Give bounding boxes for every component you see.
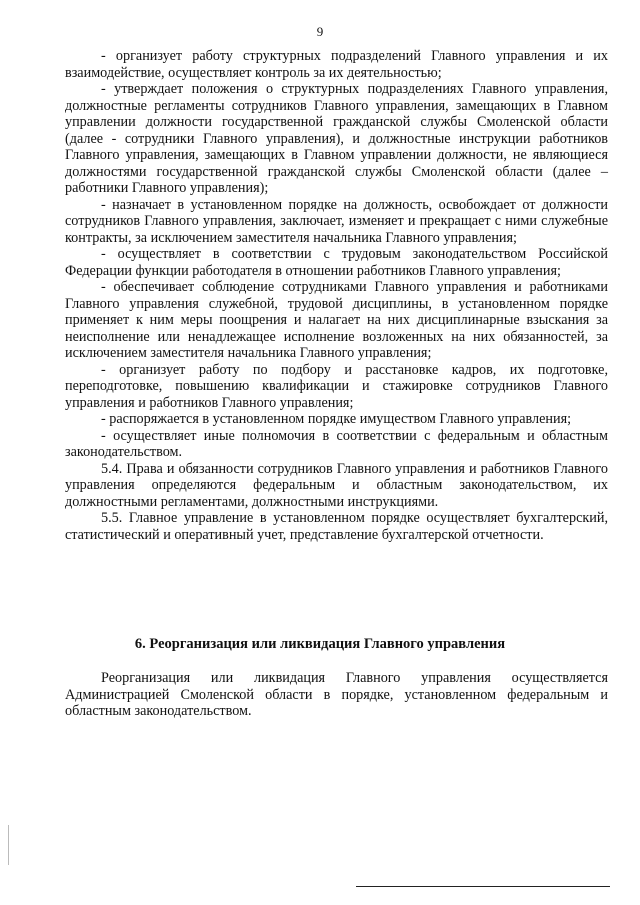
paragraph-5-4: 5.4. Права и обязанности сотрудников Главного управления и работников Главного управления определяются федеральным и областным законодательством, их должностными регламентами, должностными инструкциями. <box>65 460 608 510</box>
page-number: 9 <box>316 24 324 39</box>
paragraph-5-5: 5.5. Главное управление в установленном порядке осуществляет бухгалтерский, статистический и оперативный учет, представление бухгалтерской отчетности. <box>65 510 608 543</box>
section-6-paragraph: Реорганизация или ликвидация Главного управления осуществляется Администрацией Смоленской области в порядке, установленном федеральным и областным законодательством. <box>65 670 608 719</box>
bottom-rule <box>356 886 610 887</box>
paragraph-discipline: - обеспечивает соблюдение сотрудниками Главного управления и работниками Главного управления служебной, трудовой дисциплины, в установленном порядке применяет к ним меры поощрения и налагает на них дисциплинарные взыскания за неисполнение или ненадлежащее исполнение возложенных на них обязанностей, за исключением заместителя начальника Главного управления; <box>65 279 608 361</box>
paragraph-appoint-staff: - назначает в установленном порядке на должность, освобождает от должности сотрудников Главного управления, заключает, изменяет и прекращает с ними служебные контракты, за исключением заместителя начальника Главного управления; <box>65 196 608 246</box>
document-body <box>65 48 608 543</box>
paragraph-other-powers: - осуществляет иные полномочия в соответствии с федеральным и областным законодательством. <box>65 427 608 460</box>
scan-margin-mark <box>8 825 9 865</box>
section-6-body <box>65 670 608 720</box>
paragraph-employer-functions: - осуществляет в соответствии с трудовым законодательством Российской Федерации функции работодателя в отношении работников Главного управления; <box>65 246 608 279</box>
paragraph-property: - распоряжается в установленном порядке имуществом Главного управления; <box>101 411 572 427</box>
section-6-heading: 6. Реорганизация или ликвидация Главного управления <box>134 636 506 652</box>
paragraph-approve-regulations: - утверждает положения о структурных подразделениях Главного управления, должностные регламенты сотрудников Главного управления, замещающих в Главном управлении должности государственной гражданской службы Смоленской области (далее - сотрудники Главного управления), и должностные инструкции работников Главного управления, замещающих в Главном управлении должности, не являющиеся должностями государственной гражданской службы Смоленской области (далее – работники Главного управления); <box>65 81 608 196</box>
paragraph-personnel: - организует работу по подбору и расстановке кадров, их подготовке, переподготовке, повышению квалификации и стажировке сотрудников Главного управления и работников Главного управления; <box>65 361 608 411</box>
paragraph-organize-work: - организует работу структурных подразделений Главного управления и их взаимодействие, осуществляет контроль за их деятельностью; <box>65 48 608 81</box>
